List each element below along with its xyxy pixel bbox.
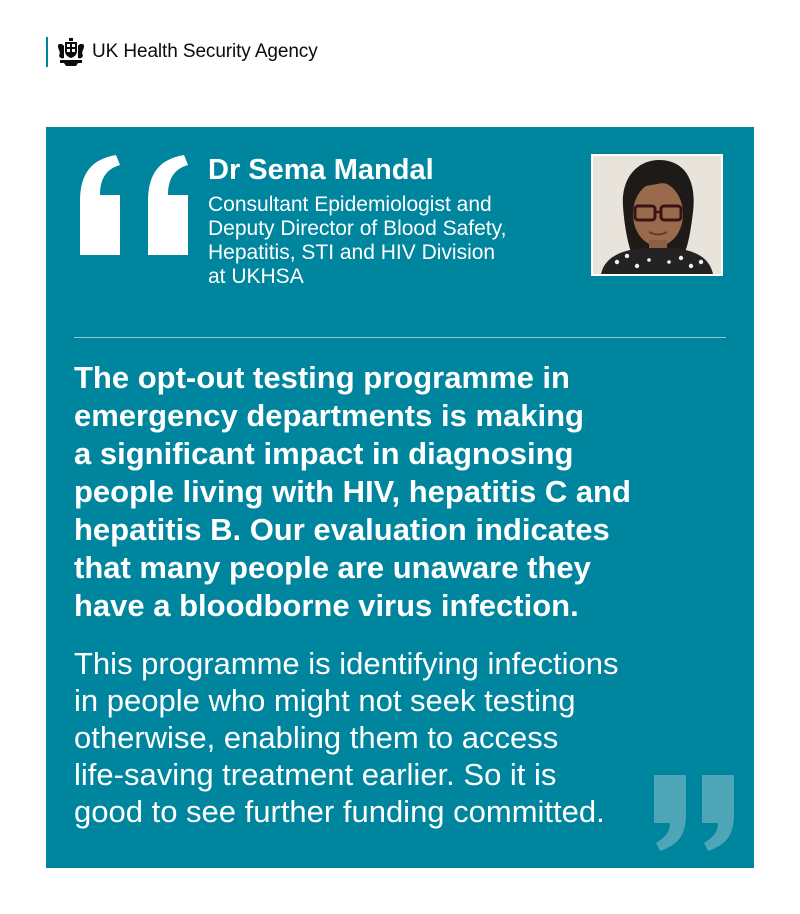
organisation-name: UK Health Security Agency — [92, 41, 318, 62]
speaker-name: Dr Sema Mandal — [208, 154, 434, 186]
speaker-block — [208, 153, 578, 289]
speaker-portrait — [593, 156, 721, 274]
quote-lead-text: The opt-out testing programme in emergency departments is making a significant impact in diagnosing people living with HIV, hepatitis C and hepatitis B. Our evaluation indicates that many people are unaware they have a bloodborne virus infection. — [74, 360, 631, 623]
speaker-photo — [591, 154, 723, 276]
speaker-role: Consultant Epidemiologist and Deputy Director of Blood Safety, Hepatitis, STI and HIV Division at UKHSA — [208, 193, 507, 288]
header-accent-bar — [46, 37, 48, 67]
header — [46, 36, 318, 68]
royal-coat-of-arms-icon — [56, 37, 86, 67]
quote-body-text: This programme is identifying infections in people who might not seek testing otherwise, enabling them to access life-saving treatment earlier. So it is good to see further funding committed. — [74, 646, 619, 829]
open-quote-icon — [76, 155, 196, 255]
quote-card — [46, 127, 754, 868]
divider — [74, 337, 726, 338]
